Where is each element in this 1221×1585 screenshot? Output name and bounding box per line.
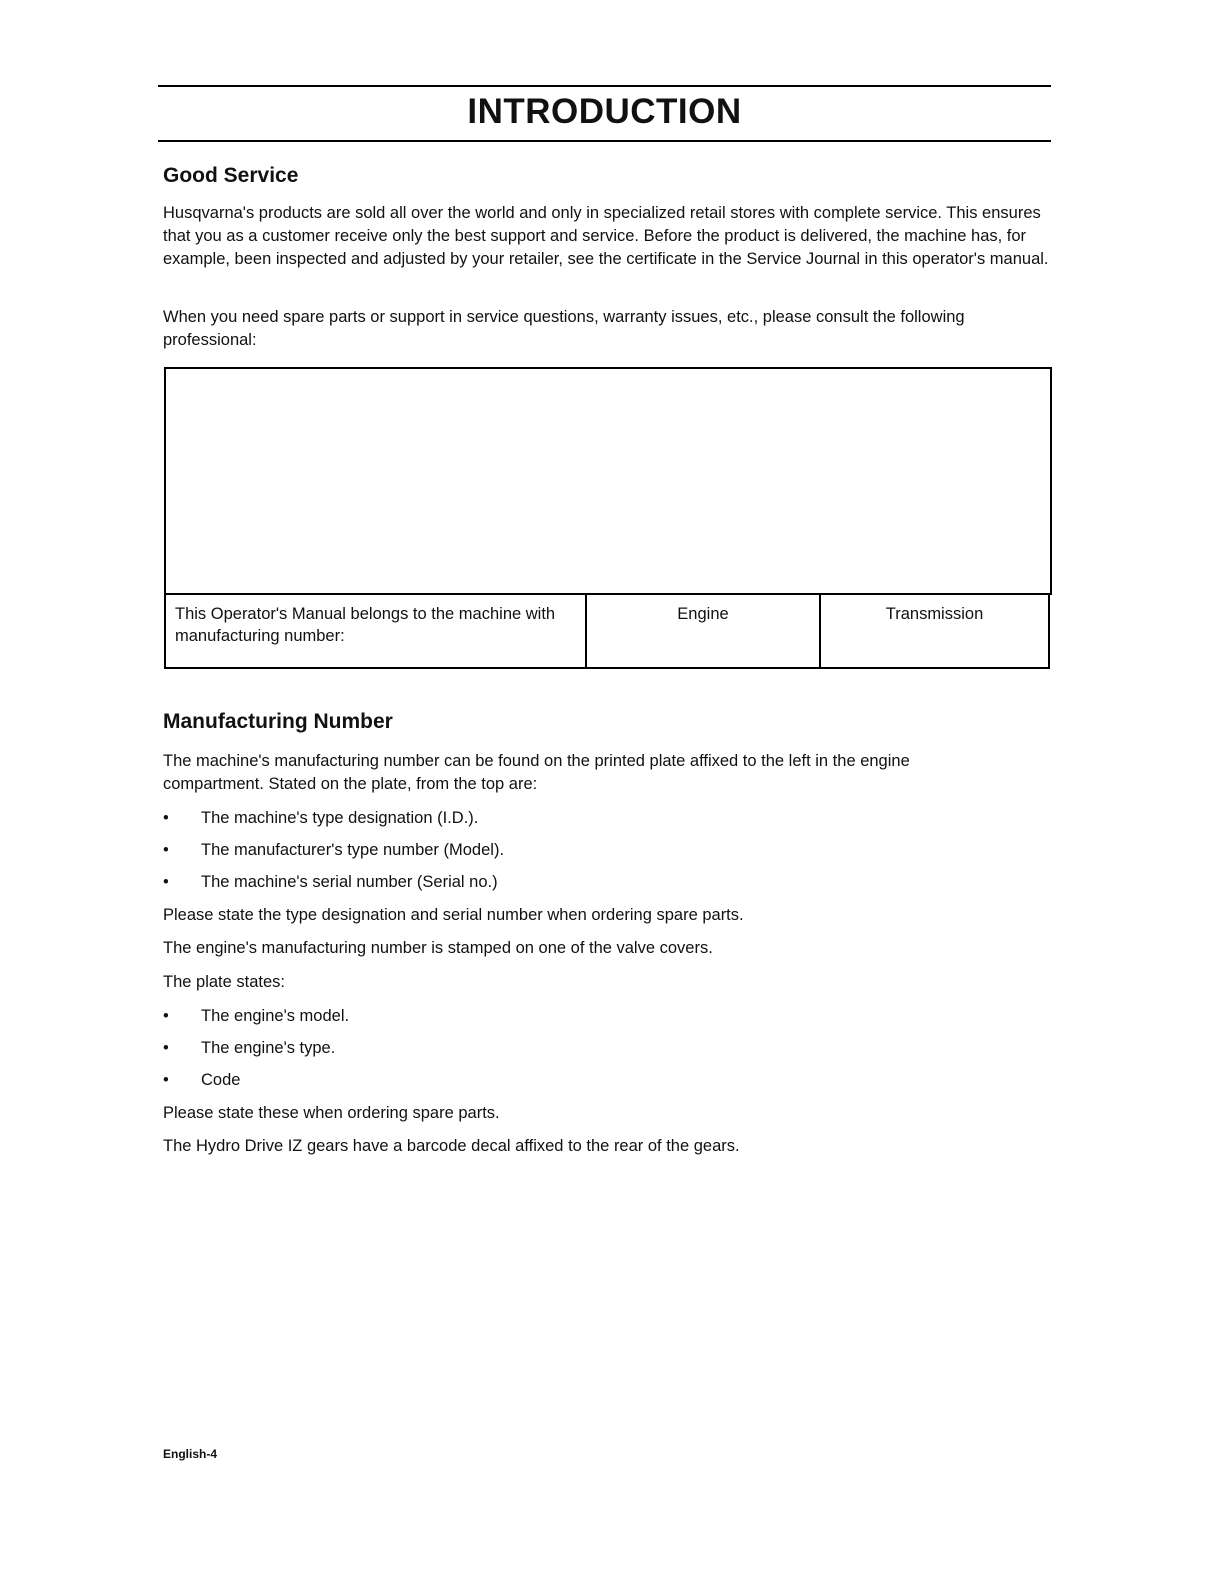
dealer-stamp-box: [164, 367, 1052, 595]
list-item-text: The engine's model.: [201, 1007, 350, 1025]
list-item-text: Code: [201, 1071, 241, 1089]
good-service-paragraph: Husqvarna's products are sold all over the world and only in specialized retail stores with complete service. This ensures that you as a customer receive only the best support and service. Before the product is delivered, the machine has, for example, been inspected and adjusted by your retailer, see the certificate in the Service Journal in this operator's manual.: [163, 204, 1049, 268]
gears-note: The Hydro Drive IZ gears have a barcode decal affixed to the rear of the gears.: [163, 1137, 740, 1155]
ordering-note: Please state the type designation and serial number when ordering spare parts.: [163, 906, 744, 924]
engine-cell: Engine: [587, 595, 821, 667]
manufacturing-number-heading: Manufacturing Number: [163, 710, 393, 733]
list-item: [163, 1038, 335, 1058]
list-item: [163, 1006, 349, 1026]
list-item-text: The machine's serial number (Serial no.): [201, 873, 498, 891]
plate-states-label: The plate states:: [163, 973, 285, 991]
bullet-icon: •: [163, 1039, 169, 1057]
bullet-icon: •: [163, 1007, 169, 1025]
title-rule-bottom: [158, 140, 1051, 142]
manufacturing-intro-line-1: The machine's manufacturing number can be found on the printed plate affixed to the left in the engine: [163, 752, 910, 770]
engine-number-note: The engine's manufacturing number is stamped on one of the valve covers.: [163, 939, 713, 957]
list-item: [163, 872, 498, 892]
bullet-icon: •: [163, 841, 169, 859]
identification-table: [164, 593, 1050, 669]
list-item: [163, 1070, 240, 1090]
manufacturing-number-cell: This Operator's Manual belongs to the machine with manufacturing number:: [166, 595, 587, 667]
list-item-text: The manufacturer's type number (Model).: [201, 841, 505, 859]
list-item-text: The machine's type designation (I.D.).: [201, 809, 479, 827]
page-number: English-4: [163, 1447, 218, 1461]
consult-paragraph: When you need spare parts or support in service questions, warranty issues, etc., please consult the following professional:: [163, 308, 965, 349]
bullet-icon: •: [163, 873, 169, 891]
good-service-heading: Good Service: [163, 164, 299, 187]
page-title: INTRODUCTION: [467, 92, 742, 131]
manufacturing-intro-line-2: compartment. Stated on the plate, from the top are:: [163, 775, 538, 793]
bullet-icon: •: [163, 809, 169, 827]
list-item-text: The engine's type.: [201, 1039, 336, 1057]
transmission-cell: Transmission: [885, 605, 984, 623]
list-item: [163, 840, 504, 860]
bullet-icon: •: [163, 1071, 169, 1089]
list-item: [163, 808, 478, 828]
title-rule-top: [158, 85, 1051, 87]
engine-ordering-note: Please state these when ordering spare parts.: [163, 1104, 500, 1122]
